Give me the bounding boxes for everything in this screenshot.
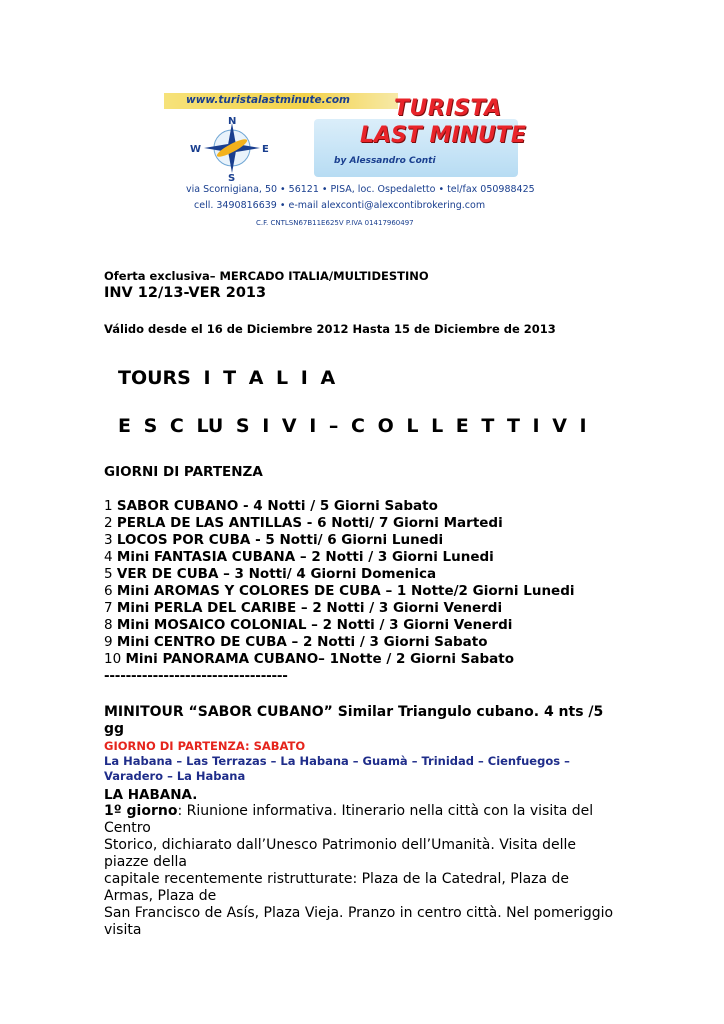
fiscal-codes: C.F. CNTLSN67B11E625V P.IVA 01417960497 xyxy=(256,219,414,227)
departures-heading: GIORNI DI PARTENZA xyxy=(104,464,263,480)
brand-byline: by Alessandro Conti xyxy=(334,156,436,166)
website-url[interactable]: www.turistalastminute.com xyxy=(186,94,350,106)
tour-item: 5 VER DE CUBA – 3 Notti/ 4 Giorni Domenica xyxy=(104,566,437,582)
tour-item: 7 Mini PERLA DEL CARIBE – 2 Notti / 3 Giorni Venerdi xyxy=(104,600,503,616)
itinerary-route: La Habana – Las Terrazas – La Habana – Guamà – Trinidad – Cienfuegos – Varadero – La Habana xyxy=(104,754,570,783)
svg-text:E: E xyxy=(262,144,269,155)
tour-item: 1 SABOR CUBANO - 4 Notti / 5 Giorni Sabato xyxy=(104,498,438,514)
tour-item: 4 Mini FANTASIA CUBANA – 2 Notti / 3 Giorni Lunedi xyxy=(104,549,494,565)
validity-line: Válido desde el 16 de Diciembre 2012 Hasta 15 de Diciembre de 2013 xyxy=(104,322,556,336)
tour-item: 3 LOCOS POR CUBA - 5 Notti/ 6 Giorni Lunedi xyxy=(104,532,444,548)
tour-item: 8 Mini MOSAICO COLONIAL – 2 Notti / 3 Giorni Venerdi xyxy=(104,617,513,633)
divider-line: ---------------------------------- xyxy=(104,668,288,684)
tour-item: 2 PERLA DE LAS ANTILLAS - 6 Notti/ 7 Giorni Martedi xyxy=(104,515,503,531)
tour-list xyxy=(104,498,624,684)
tour-item: 6 Mini AROMAS Y COLORES DE CUBA – 1 Notte/2 Giorni Lunedi xyxy=(104,583,575,599)
day-label: 1º giorno xyxy=(104,803,178,819)
tour-item: 10 Mini PANORAMA CUBANO– 1Notte / 2 Giorni Sabato xyxy=(104,651,514,667)
document-body xyxy=(104,268,624,939)
place-heading: LA HABANA. xyxy=(104,787,198,803)
compass-rose-icon xyxy=(182,115,282,181)
svg-text:N: N xyxy=(228,116,237,127)
season-heading: INV 12/13-VER 2013 xyxy=(104,285,267,301)
url-banner xyxy=(164,93,398,109)
brand-name-line1: TURISTA xyxy=(394,96,502,121)
brand-name-line2: LAST MINUTE xyxy=(360,123,526,148)
tours-title: TOURS I T A L I A xyxy=(118,367,336,389)
minitour-title: MINITOUR “SABOR CUBANO” Similar Triangulo cubano. 4 nts /5 gg xyxy=(104,704,604,737)
contact-line: cell. 3490816639 • e-mail alexconti@alexcontibrokering.com xyxy=(194,200,486,211)
address-line: via Scornigiana, 50 • 56121 • PISA, loc. Ospedaletto • tel/fax 050988425 xyxy=(186,184,535,195)
exclusive-title: E S C LU S I V I – C O L L E T T I V I xyxy=(118,415,587,437)
offer-heading: Oferta exclusiva– MERCADO ITALIA/MULTIDESTINO xyxy=(104,269,429,283)
letterhead xyxy=(164,93,534,233)
departure-day: GIORNO DI PARTENZA: SABATO xyxy=(104,739,306,753)
day-description: 1º giorno: Riunione informativa. Itinerario nella città con la visita del Centro Storico, dichiarato dall’Unesco Patrimonio dell’Umanità. Visita delle piazze della capitale recentemente ristrutturate: Plaza de la Catedral, Plaza de Armas, Plaza de San Francisco de Asís, Plaza Vieja. Pranzo in centro città. Nel pomeriggio visita xyxy=(104,803,614,938)
svg-text:S: S xyxy=(228,173,236,181)
svg-text:W: W xyxy=(190,144,202,155)
tour-item: 9 Mini CENTRO DE CUBA – 2 Notti / 3 Giorni Sabato xyxy=(104,634,488,650)
